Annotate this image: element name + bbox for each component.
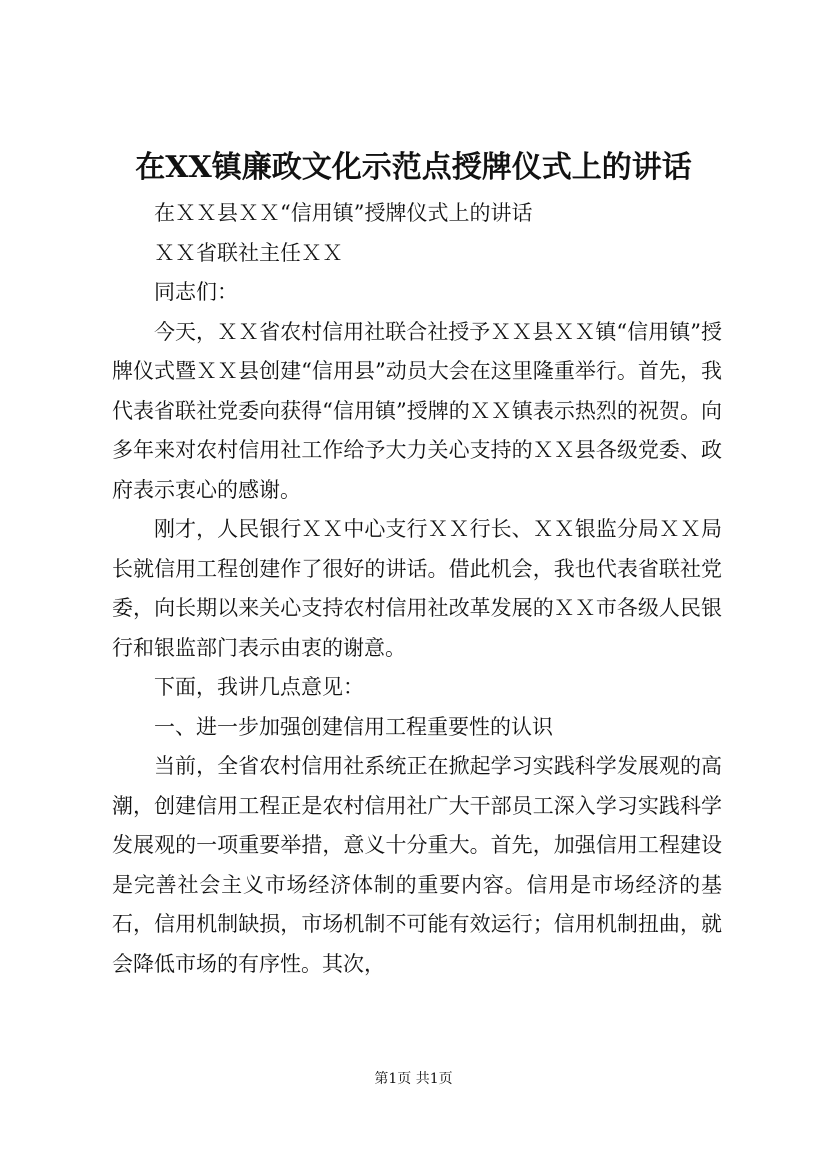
paragraph-subtitle: 在ＸＸ县ＸＸ“信用镇”授牌仪式上的讲话 — [154, 201, 533, 225]
paragraph-speaker: ＸＸ省联社主任ＸＸ — [154, 240, 343, 265]
section-heading-one: 一、进一步加强创建信用工程重要性的认识 — [154, 714, 553, 739]
page-number-footer: 第1页 共1页 — [374, 1071, 453, 1087]
paragraph-salutation: 同志们： — [154, 280, 238, 304]
paragraph-section-one: 当前，全省农村信用社系统正在掀起学习实践科学发展观的高潮，创建信用工程正是农村信用社广大干部员工深入学习实践科学发展观的一项重要举措，意义十分重大。首先，加强信用工程建设是完善社会主义市场经济体制的重要内容。信用是市场经济的基石，信用机制缺损，市场机制不可能有效运行；信用机制扭曲，就会降低市场的有序性。其次， — [112, 754, 722, 976]
document-title: 在XX镇廉政文化示范点授牌仪式上的讲话 — [135, 150, 692, 185]
paragraph-opening: 今天，ＸＸ省农村信用社联合社授予ＸＸ县ＸＸ镇“信用镇”授牌仪式暨ＸＸ县创建“信用县”动员大会在这里隆重举行。首先，我代表省联社党委向获得“信用镇”授牌的ＸＸ镇表示热烈的祝贺。向多年来对农村信用社工作给予大力关心支持的ＸＸ县各级党委、政府表示衷心的感谢。 — [112, 319, 722, 502]
document-body — [112, 194, 722, 984]
paragraph-transition: 下面，我讲几点意见： — [154, 675, 364, 699]
paragraph-thanks: 刚才，人民银行ＸＸ中心支行ＸＸ行长、ＸＸ银监分局ＸＸ局长就信用工程创建作了很好的讲话。借此机会，我也代表省联社党委，向长期以来关心支持农村信用社改革发展的ＸＸ市各级人民银行和银监部门表示由衷的谢意。 — [112, 517, 722, 660]
